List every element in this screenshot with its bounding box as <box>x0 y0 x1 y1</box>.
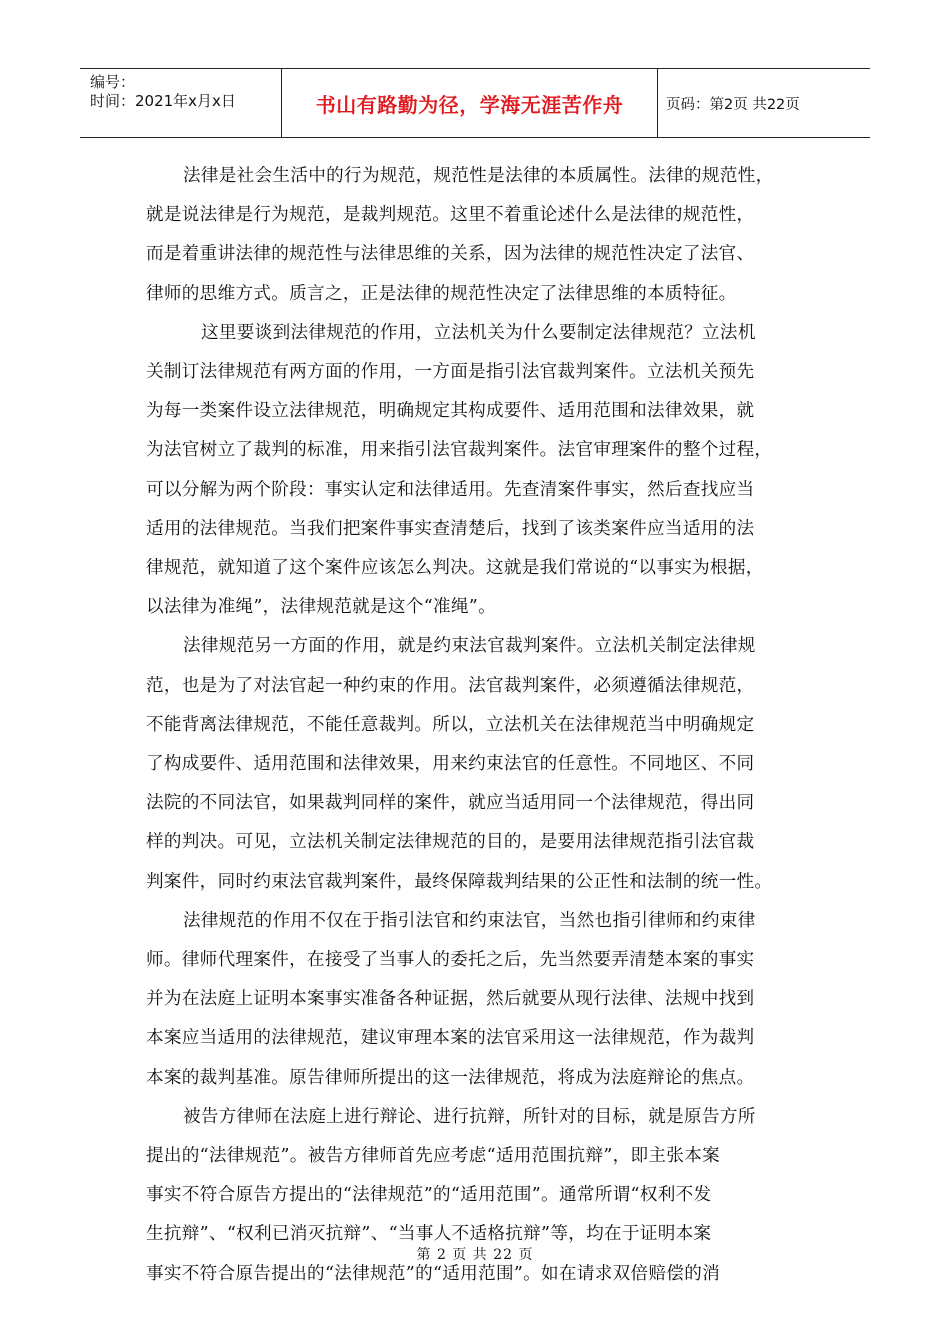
text-line: 事实不符合原告提出的“法律规范”的“适用范围”。如在请求双倍赔偿的消 <box>146 1263 720 1284</box>
text-line: 以法律为准绳”，法律规范就是这个“准绳”。 <box>146 597 496 618</box>
text-line: 法律规范另一方面的作用，就是约束法官裁判案件。立法机关制定法律规 <box>183 636 756 657</box>
text-line: 事实不符合原告方提出的“法律规范”的“适用范围”。通常所谓“权利不发 <box>146 1185 712 1206</box>
text-line: 判案件，同时约束法官裁判案件，最终保障裁判结果的公正性和法制的统一性。 <box>146 871 773 892</box>
text-line: 法律是社会生活中的行为规范，规范性是法律的本质属性。法律的规范性， <box>183 166 774 186</box>
page-footer: 第 2 页 共 22 页 <box>416 1247 534 1263</box>
document-number-label: 编号： <box>90 73 136 91</box>
text-line: 范，也是为了对法官起一种约束的作用。法官裁判案件，必须遵循法律规范， <box>146 675 755 696</box>
text-line: 适用的法律规范。当我们把案件事实查清楚后，找到了该类案件应当适用的法 <box>146 518 755 539</box>
document-date: 时间：2021年x月x日 <box>90 92 236 110</box>
text-line: 而是着重讲法律的规范性与法律思维的关系，因为法律的规范性决定了法官、 <box>146 244 755 265</box>
text-line: 律规范，就知道了这个案件应该怎么判决。这就是我们常说的“以事实为根据， <box>146 558 764 579</box>
text-line: 律师的思维方式。质言之，正是法律的规范性决定了法律思维的本质特征。 <box>146 283 737 304</box>
text-line: 为每一类案件设立法律规范，明确规定其构成要件、适用范围和法律效果，就 <box>146 401 755 422</box>
text-line: 法律规范的作用不仅在于指引法官和约束法官，当然也指引律师和约束律 <box>183 910 756 931</box>
text-line: 本案应当适用的法律规范，建议审理本案的法官采用这一法律规范，作为裁判 <box>146 1028 755 1049</box>
page-header <box>80 68 870 138</box>
text-line: 了构成要件、适用范围和法律效果，用来约束法官的任意性。不同地区、不同 <box>146 754 755 775</box>
text-line: 这里要谈到法律规范的作用，立法机关为什么要制定法律规范？立法机 <box>201 322 756 343</box>
text-line: 并为在法庭上证明本案事实准备各种证据，然后就要从现行法律、法规中找到 <box>146 989 755 1010</box>
text-line: 师。律师代理案件，在接受了当事人的委托之后，先当然要弄清楚本案的事实 <box>146 950 755 971</box>
text-line: 为法官树立了裁判的标准，用来指引法官裁判案件。法官审理案件的整个过程， <box>146 440 773 461</box>
text-line: 本案的裁判基准。原告律师所提出的这一法律规范，将成为法庭辩论的焦点。 <box>146 1067 755 1088</box>
text-line: 生抗辩”、“权利已消灭抗辩”、“当事人不适格抗辩”等，均在于证明本案 <box>146 1224 712 1245</box>
text-line: 关制订法律规范有两方面的作用，一方面是指引法官裁判案件。立法机关预先 <box>146 362 755 383</box>
text-line: 就是说法律是行为规范，是裁判规范。这里不着重论述什么是法律的规范性， <box>146 205 755 226</box>
header-meta <box>80 69 282 137</box>
header-motto: 书山有路勤为径，学海无涯苦作舟 <box>282 69 658 137</box>
text-line: 可以分解为两个阶段：事实认定和法律适用。先查清案件事实，然后查找应当 <box>146 479 755 500</box>
text-line: 样的判决。可见，立法机关制定法律规范的目的，是要用法律规范指引法官裁 <box>146 832 755 853</box>
header-page-info: 页码：第2页 共22页 <box>666 96 800 113</box>
text-line: 不能背离法律规范，不能任意裁判。所以，立法机关在法律规范当中明确规定 <box>146 714 755 735</box>
text-line: 提出的“法律规范”。被告方律师首先应考虑“适用范围抗辩”，即主张本案 <box>146 1146 720 1167</box>
text-line: 法院的不同法官，如果裁判同样的案件，就应当适用同一个法律规范，得出同 <box>146 793 755 814</box>
document-body <box>146 157 810 1294</box>
text-line: 被告方律师在法庭上进行辩论、进行抗辩，所针对的目标，就是原告方所 <box>183 1106 756 1127</box>
